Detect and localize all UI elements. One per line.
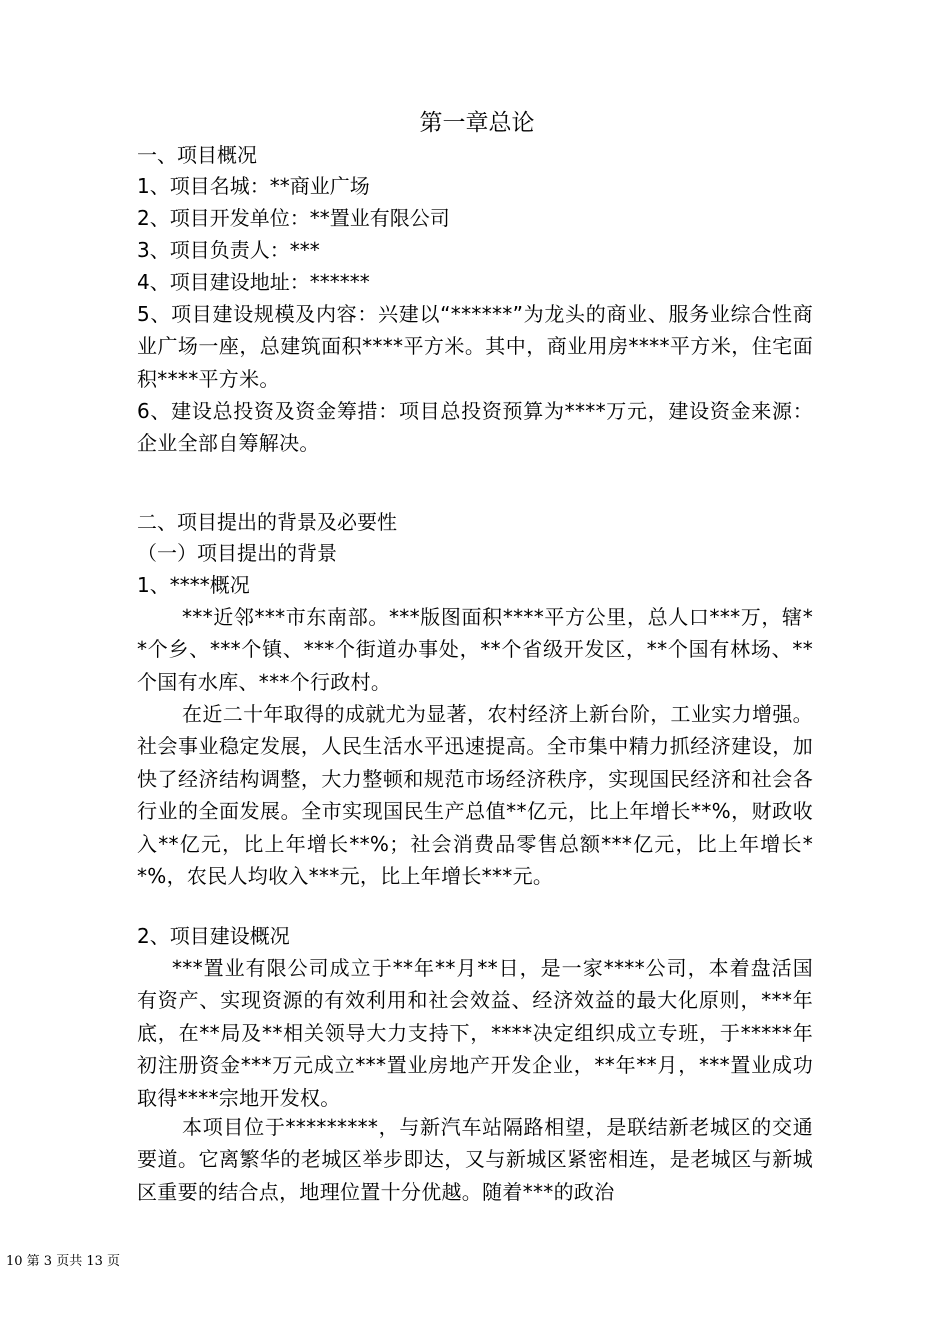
page-footer: 10 第 3 页共 13 页: [6, 1254, 121, 1269]
company-paragraph: ***置业有限公司成立于**年**月**日，是一家****公司，本着盘活国有资产、实现资源的有效利用和社会效益、经济效益的最大化原则，***年底，在**局及**相关领导大力支持下，****决定组织成立专班，于*****年初注册资金***万元成立***置业房地产开发企业，**年**月，***置业成功取得****宗地开发权。: [137, 956, 813, 1110]
project-address-item: 4、项目建设地址：******: [137, 270, 370, 294]
achievements-paragraph: 在近二十年取得的成就尤为显著，农村经济上新台阶，工业实力增强。社会事业稳定发展，人民生活水平迅速提高。全市集中精力抓经济建设，加快了经济结构调整，大力整顿和规范市场经济秩序，实现国民经济和社会各行业的全面发展。全市实现国民生产总值**亿元，比上年增长**%，财政收入**亿元，比上年增长**%；社会消费品零售总额***亿元，比上年增长**%，农民人均收入***元，比上年增长***元。: [137, 702, 813, 889]
project-name-item: 1、项目名城：**商业广场: [137, 174, 370, 198]
section2-heading: 二、项目提出的背景及必要性: [137, 510, 397, 534]
project-lead-item: 3、项目负责人：***: [137, 238, 320, 262]
chapter-title: 第一章总论: [419, 110, 535, 136]
scale-content-item: 5、项目建设规模及内容：兴建以“******”为龙头的商业、服务业综合性商业广场一座，总建筑面积****平方米。其中，商业用房****平方米，住宅面积****平方米。: [137, 302, 813, 391]
location-paragraph: 本项目位于*********，与新汽车站隔路相望，是联结新老城区的交通要道。它离繁华的老城区举步即达，又与新城区紧密相连，是老城区与新城区重要的结合点，地理位置十分优越。随着***的政治: [137, 1115, 813, 1204]
construction-point-title: 2、项目建设概况: [137, 924, 290, 948]
developer-item: 2、项目开发单位：**置业有限公司: [137, 206, 450, 230]
region-overview-paragraph: ***近邻***市东南部。***版图面积****平方公里，总人口***万，辖**个乡、***个镇、***个街道办事处，**个省级开发区，**个国有林场、**个国有水库、***个行政村。: [137, 605, 813, 694]
background-subheading: （一）项目提出的背景: [137, 541, 337, 565]
section1-heading: 一、项目概况: [137, 143, 257, 167]
investment-item: 6、建设总投资及资金筹措：项目总投资预算为****万元，建设资金来源：企业全部自筹解决。: [137, 399, 813, 456]
overview-point-title: 1、****概况: [137, 573, 250, 597]
